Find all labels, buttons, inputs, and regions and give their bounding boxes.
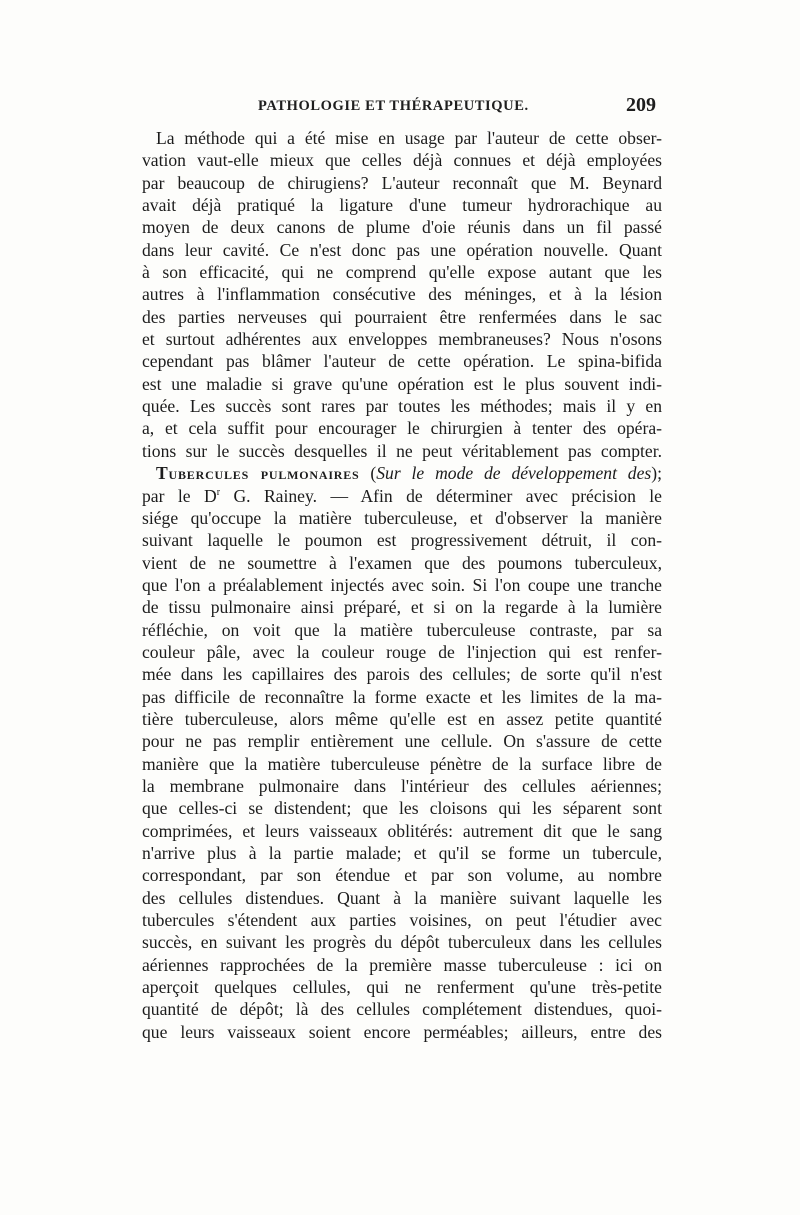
text-line: a, et cela suffit pour encourager le chirurgien à tenter des opéra-: [142, 418, 662, 439]
text-line: siége qu'occupe la matière tuberculeuse, et d'observer la manière: [142, 507, 662, 528]
text-line: quantité de dépôt; là des cellules complétement distendues, quoi-: [142, 999, 662, 1020]
text-line: est une maladie si grave qu'une opération est le plus souvent indi-: [142, 373, 662, 394]
paragraph-tubercules: [142, 462, 662, 1043]
text-line: et surtout adhérentes aux enveloppes membraneuses? Nous n'osons: [142, 329, 662, 350]
body-text: [142, 127, 662, 1043]
section-heading-line: [142, 462, 662, 484]
text-line: tubercules s'étendent aux parties voisines, on peut l'étudier avec: [142, 910, 662, 931]
text-line: comprimées, et leurs vaisseaux oblitérés: autrement dit que le sang: [142, 820, 662, 841]
text-line: dans leur cavité. Ce n'est donc pas une opération nouvelle. Quant: [142, 239, 662, 260]
text-line: tions sur le succès desquelles il ne peut véritablement pas compter.: [142, 440, 662, 461]
text-line: pas difficile de reconnaître la forme exacte et les limites de la ma-: [142, 686, 662, 707]
text-line: mée dans les capillaires des parois des cellules; de sorte qu'il n'est: [142, 664, 662, 685]
heading-subtitle: Sur le mode de développement des: [376, 463, 652, 484]
text-line: succès, en suivant les progrès du dépôt tuberculeux dans les cellules: [142, 932, 662, 953]
author-rest: G. Rainey. — Afin de déterminer avec précision le: [220, 485, 662, 506]
text-line: cependant pas blâmer l'auteur de cette opération. Le spina-bifida: [142, 351, 662, 372]
author-prefix: par le D: [142, 485, 217, 506]
text-line: manière que la matière tuberculeuse pénètre de la surface libre de: [142, 753, 662, 774]
text-line: avait déjà pratiqué la ligature d'une tumeur hydrorachique au: [142, 195, 662, 216]
text-line: par beaucoup de chirugiens? L'auteur reconnaît que M. Beynard: [142, 172, 662, 193]
text-line: n'arrive plus à la partie malade; et qu'il se forme un tubercule,: [142, 843, 662, 863]
heading-paren-close: );: [651, 463, 663, 484]
text-line: correspondant, par son étendue et par son volume, au nombre: [142, 865, 662, 886]
text-line: suivant laquelle le poumon est progressivement détruit, il con-: [142, 530, 662, 551]
running-title: PATHOLOGIE ET THÉRAPEUTIQUE.: [258, 98, 529, 114]
text-line: tière tuberculeuse, alors même qu'elle est en assez petite quantité: [142, 708, 662, 729]
text-line: aériennes rapprochées de la première masse tuberculeuse : ici on: [142, 954, 662, 975]
text-line: quée. Les succès sont rares par toutes les méthodes; mais il y en: [142, 396, 662, 417]
text-line: autres à l'inflammation consécutive des méninges, et à la lésion: [142, 284, 662, 305]
text-line: couleur pâle, avec la couleur rouge de l'injection qui est renfer-: [142, 641, 662, 662]
section-heading: Tubercules pulmonaires: [156, 463, 360, 484]
text-line: vient de ne soumettre à l'examen que des poumons tuberculeux,: [142, 552, 662, 573]
text-line: vation vaut-elle mieux que celles déjà connues et déjà employées: [142, 150, 662, 171]
page-header: [140, 96, 662, 126]
heading-paren-open: (: [359, 463, 377, 484]
text-line: des parties nerveuses qui pourraient être renfermées dans le sac: [142, 306, 662, 327]
text-line: de tissu pulmonaire ainsi préparé, et si on la regarde à la lumière: [142, 597, 662, 618]
text-line: aperçoit quelques cellules, qui ne renferment qu'une très-petite: [142, 977, 662, 998]
paragraph-spina-bifida: [142, 127, 662, 462]
author-title-sup: r: [216, 486, 221, 498]
text-line: des cellules distendues. Quant à la manière suivant laquelle les: [142, 887, 662, 908]
text-line: pour ne pas remplir entièrement une cellule. On s'assure de cette: [142, 731, 662, 752]
text-line: réfléchie, on voit que la matière tuberculeuse contraste, par sa: [142, 619, 662, 640]
text-line: que celles-ci se distendent; que les cloisons qui les séparent sont: [142, 798, 662, 819]
author-line: [142, 485, 662, 507]
text-line: la membrane pulmonaire dans l'intérieur des cellules aériennes;: [142, 775, 662, 796]
text-line: La méthode qui a été mise en usage par l'auteur de cette obser-: [156, 128, 662, 148]
text-line: à son efficacité, qui ne comprend qu'elle expose autant que les: [142, 262, 662, 283]
text-line: que l'on a préalablement injectés avec soin. Si l'on coupe une tranche: [142, 574, 662, 595]
page-number: 209: [626, 94, 656, 116]
text-line: moyen de deux canons de plume d'oie réunis dans un fil passé: [142, 217, 662, 238]
text-line: que leurs vaisseaux soient encore perméables; ailleurs, entre des: [142, 1021, 662, 1042]
